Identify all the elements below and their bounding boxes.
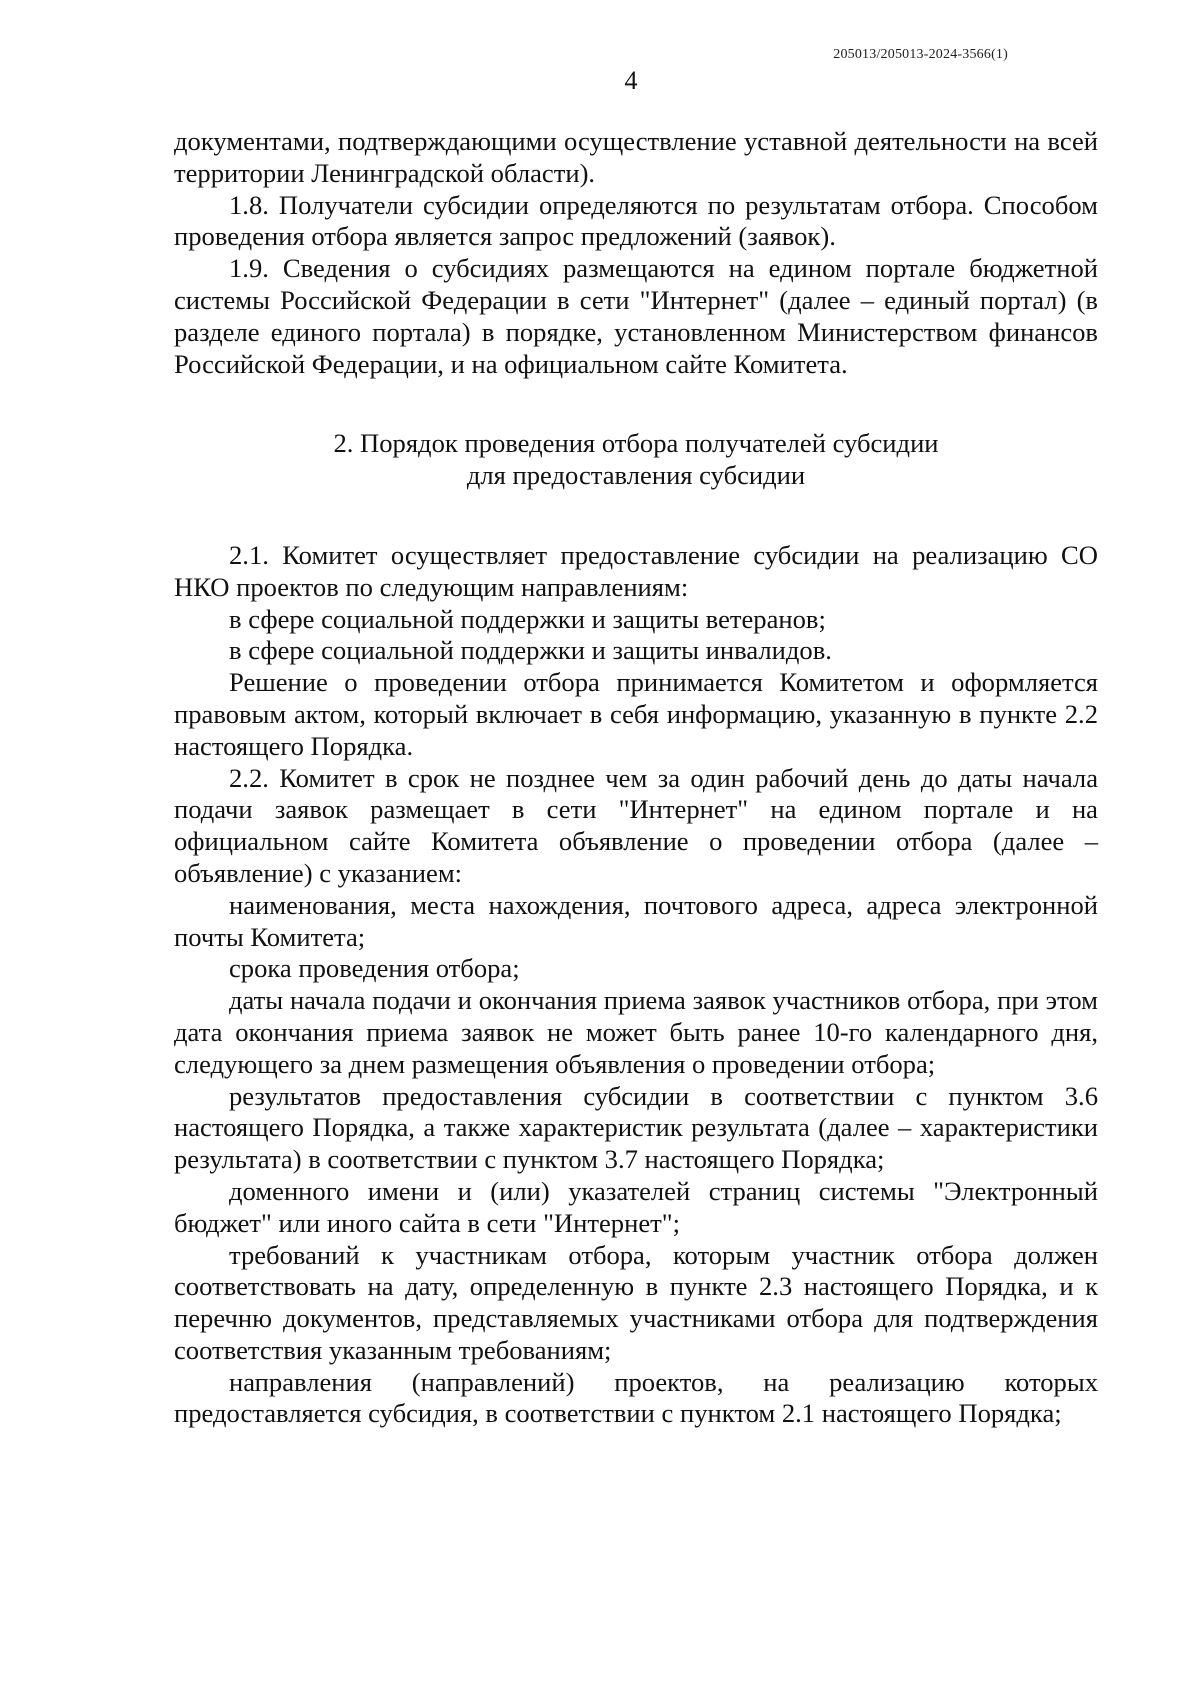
list-item: даты начала подачи и окончания приема заявок участников отбора, при этом дата окончания приема заявок не может быть ранее 10-го календарного дня, следующего за днем размещения объявления о проведении отбора;: [174, 985, 1098, 1079]
list-item: требований к участникам отбора, которым участник отбора должен соответствовать на дату, определенную в пункте 2.3 настоящего Порядка, и к перечню документов, представляемых участниками отбора для подтверждения соответствия указанным требованиям;: [174, 1239, 1098, 1365]
list-item: наименования, места нахождения, почтового адреса, адреса электронной почты Комитета;: [174, 889, 1098, 952]
paragraph-2-2: 2.2. Комитет в срок не позднее чем за один рабочий день до даты начала подачи заявок размещает в сети "Интернет" на едином портале и на официальном сайте Комитета объявление о проведении отбора (далее – объявление) с указанием:: [174, 762, 1098, 888]
paragraph-2-1: 2.1. Комитет осуществляет предоставление субсидии на реализацию СО НКО проектов по следующим направлениям:: [174, 539, 1098, 602]
paragraph-decision: Решение о проведении отбора принимается Комитетом и оформляется правовым актом, который включает в себя информацию, указанную в пункте 2.2 настоящего Порядка.: [174, 667, 1098, 761]
paragraph-1-9: 1.9. Сведения о субсидиях размещаются на едином портале бюджетной системы Российской Федерации в сети "Интернет" (далее – единый портал) (в разделе единого портала) в порядке, установленном Министерством финансов Российской Федерации, и на официальном сайте Комитета.: [174, 253, 1098, 379]
document-body: [174, 126, 1098, 1430]
list-item: результатов предоставления субсидии в соответствии с пунктом 3.6 настоящего Порядка, а также характеристик результата (далее – характеристики результата) в соответствии с пунктом 3.7 настоящего Порядка;: [174, 1080, 1098, 1175]
document-id: 205013/205013-2024-3566(1): [833, 47, 1008, 62]
list-item: срока проведения отбора;: [229, 953, 520, 984]
section-heading-line1: 2. Порядок проведения отбора получателей субсидии: [333, 428, 939, 459]
paragraph-1-8: 1.8. Получатели субсидии определяются по результатам отбора. Способом проведения отбора является запрос предложений (заявок).: [174, 189, 1098, 252]
list-item: в сфере социальной поддержки и защиты ветеранов;: [229, 603, 826, 634]
page-number: 4: [624, 66, 638, 95]
paragraph-continuation: документами, подтверждающими осуществление уставной деятельности на всей территории Ленинградской области).: [174, 126, 1098, 188]
list-item: направления (направлений) проектов, на реализацию которых предоставляется субсидия, в соответствии с пунктом 2.1 настоящего Порядка;: [174, 1366, 1098, 1429]
list-item: доменного имени и (или) указателей страниц системы "Электронный бюджет" или иного сайта в сети "Интернет";: [174, 1175, 1098, 1238]
section-heading: [174, 428, 1098, 492]
list-item: в сфере социальной поддержки и защиты инвалидов.: [229, 635, 832, 666]
section-heading-line2: для предоставления субсидии: [466, 460, 806, 491]
